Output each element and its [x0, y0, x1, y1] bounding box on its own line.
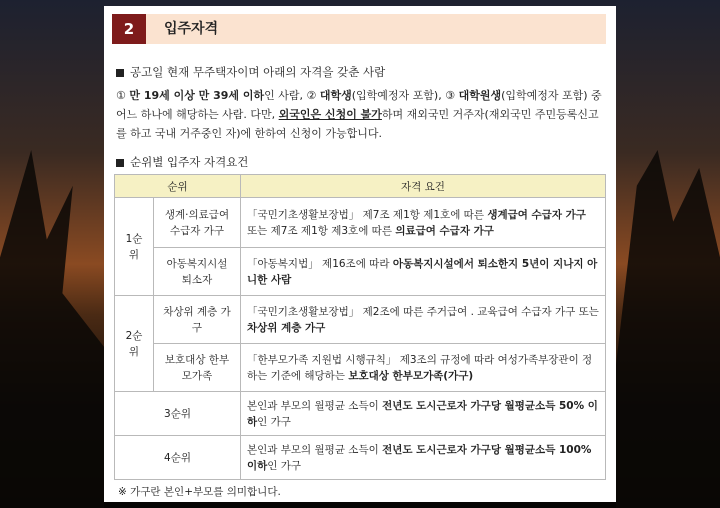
table-row — [115, 436, 606, 480]
requirement-cell: 「국민기초생활보장법」 제2조에 따른 주거급여 . 교육급여 수급자 가구 또는 차상위 계층 가구 — [241, 296, 606, 344]
tree-silhouette-left — [0, 150, 104, 508]
footnote: ※ 가구란 본인+부모를 의미합니다. — [118, 486, 281, 498]
requirement-cell: 「아동복지법」 제16조에 따라 아동복지시설에서 퇴소한지 5년이 지나지 아니한 사람 — [241, 248, 606, 296]
section-header — [112, 14, 606, 44]
notice-heading: 공고일 현재 무주택자이며 아래의 자격을 갖춘 사람 — [116, 64, 385, 80]
category-cell: 생계·의료급여 수급자 가구 — [154, 198, 241, 248]
rank1-label: 1순위 — [115, 198, 154, 296]
bullet-square-icon — [116, 159, 124, 167]
category-cell: 보호대상 한부모가족 — [154, 344, 241, 392]
rank2-label: 2순위 — [115, 296, 154, 392]
document-page — [104, 6, 616, 502]
table-row — [115, 248, 606, 296]
table-row — [115, 296, 606, 344]
rank4-label: 4순위 — [115, 436, 241, 480]
table-row — [115, 392, 606, 436]
table-row — [115, 344, 606, 392]
eligibility-paragraph: ① 만 19세 이상 만 39세 이하인 사람, ② 대학생(입학예정자 포함), ③ 대학원생(입학예정자 포함) 중 어느 하나에 해당하는 사람. 다만, 외국인은 신청이 불가하며 재외국민 거주자(재외국민 주민등록신고를 하고 국내 거주중인 자)에 한하여 신청이 가능합니다. — [116, 89, 602, 140]
table-row — [115, 198, 606, 248]
bullet-square-icon — [116, 69, 124, 77]
rank3-label: 3순위 — [115, 392, 241, 436]
requirement-cell: 본인과 부모의 월평균 소득이 전년도 도시근로자 가구당 월평균소득 100% 이하인 가구 — [241, 436, 606, 480]
eligibility-table — [114, 174, 606, 480]
category-cell: 차상위 계층 가구 — [154, 296, 241, 344]
tree-silhouette-right — [616, 150, 720, 508]
table-heading: 순위별 입주자 자격요건 — [116, 154, 248, 170]
category-cell: 아동복지시설 퇴소자 — [154, 248, 241, 296]
section-number: 2 — [112, 14, 146, 44]
requirement-cell: 「한부모가족 지원법 시행규칙」 제3조의 규정에 따라 여성가족부장관이 정하는 기준에 해당하는 보호대상 한부모가족(가구) — [241, 344, 606, 392]
section-title: 입주자격 — [164, 21, 219, 37]
table-header-row — [115, 175, 606, 198]
col-requirements-header: 자격 요건 — [241, 175, 606, 198]
requirement-cell: 「국민기초생활보장법」 제7조 제1항 제1호에 따른 생계급여 수급자 가구 또는 제7조 제1항 제3호에 따른 의료급여 수급자 가구 — [241, 198, 606, 248]
col-rank-header: 순위 — [115, 175, 241, 198]
requirement-cell: 본인과 부모의 월평균 소득이 전년도 도시근로자 가구당 월평균소득 50% 이하인 가구 — [241, 392, 606, 436]
